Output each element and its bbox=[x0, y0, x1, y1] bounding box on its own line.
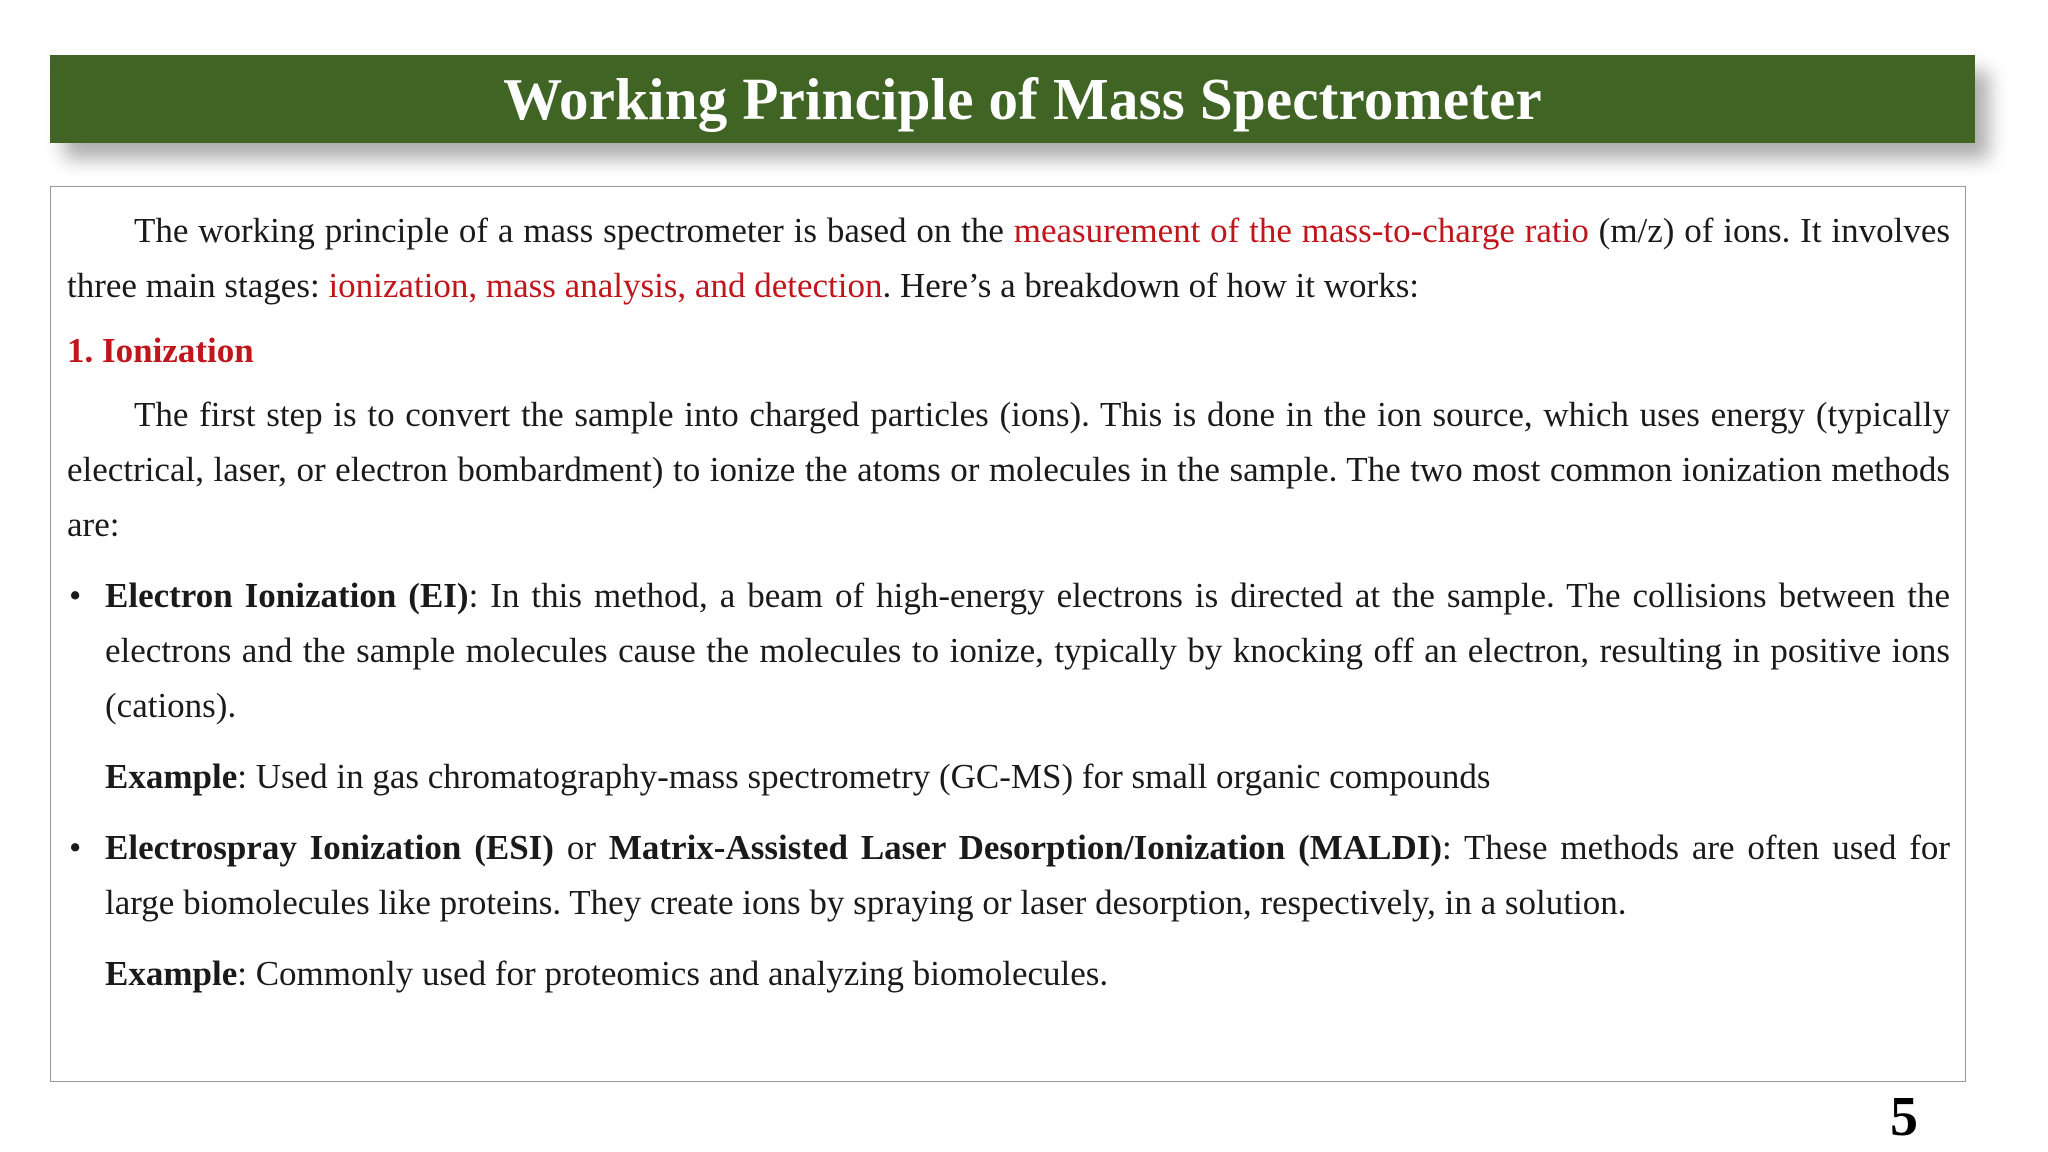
section-heading-ionization: 1. Ionization bbox=[67, 331, 254, 370]
intro-text-1: The working principle of a mass spectrometer is based on the bbox=[134, 211, 1014, 250]
bullet-desc-esi-maldi: : These methods are often used for large biomolecules like proteins. They create ions by spraying or laser desorption, respectively, in a solution. bbox=[105, 828, 1951, 922]
intro-text-2: (m/z) of ions. It involves three main stages: bbox=[67, 211, 1950, 305]
bullet-term-ei: Electron Ionization (EI) bbox=[105, 576, 469, 615]
intro-highlight-stages: ionization, mass analysis, and detection bbox=[328, 266, 883, 305]
intro-paragraph bbox=[67, 203, 1950, 313]
slide-title: Working Principle of Mass Spectrometer bbox=[503, 65, 1542, 132]
bullet-item-ei bbox=[67, 568, 1950, 733]
ionization-paragraph: The first step is to convert the sample into charged particles (ions). This is done in the ion source, which uses energy (typically electrical, laser, or electron bombardment) to ionize the atoms or molecules in the sample. The two most common ionization methods are: bbox=[67, 395, 1950, 544]
bullet-dot: • bbox=[69, 576, 82, 615]
example-text-ei: : Used in gas chromatography-mass spectrometry (GC-MS) for small organic compounds bbox=[237, 757, 1491, 796]
intro-text-3: . Here’s a breakdown of how it works: bbox=[882, 266, 1420, 305]
bullet-term-maldi: Matrix-Assisted Laser Desorption/Ionization (MALDI) bbox=[608, 828, 1442, 867]
bullet-desc-ei: : In this method, a beam of high-energy electrons is directed at the sample. The collisions between the electrons and the sample molecules cause the molecules to ionize, typically by knocking off an electron, resulting in positive ions (cations). bbox=[105, 576, 1950, 725]
example-ei bbox=[67, 749, 1950, 804]
content-body bbox=[67, 201, 1950, 1001]
bullet-text-esi-maldi bbox=[105, 820, 1950, 930]
bullet-connector: or bbox=[553, 828, 609, 867]
intro-highlight-mz: measurement of the mass-to-charge ratio bbox=[1013, 211, 1589, 250]
slide-title-bar bbox=[50, 55, 1975, 143]
bullet-text-ei bbox=[105, 568, 1950, 733]
bullet-dot: • bbox=[69, 828, 82, 867]
page-number: 5 bbox=[1890, 1086, 1918, 1148]
example-text-esi-maldi: : Commonly used for proteomics and analyzing biomolecules. bbox=[237, 954, 1109, 993]
example-label: Example bbox=[105, 954, 238, 993]
bullet-item-esi-maldi bbox=[67, 820, 1950, 930]
bullet-term-esi: Electrospray Ionization (ESI) bbox=[105, 828, 554, 867]
content-box bbox=[50, 186, 1966, 1082]
example-esi-maldi bbox=[67, 946, 1950, 1001]
example-label: Example bbox=[105, 757, 238, 796]
